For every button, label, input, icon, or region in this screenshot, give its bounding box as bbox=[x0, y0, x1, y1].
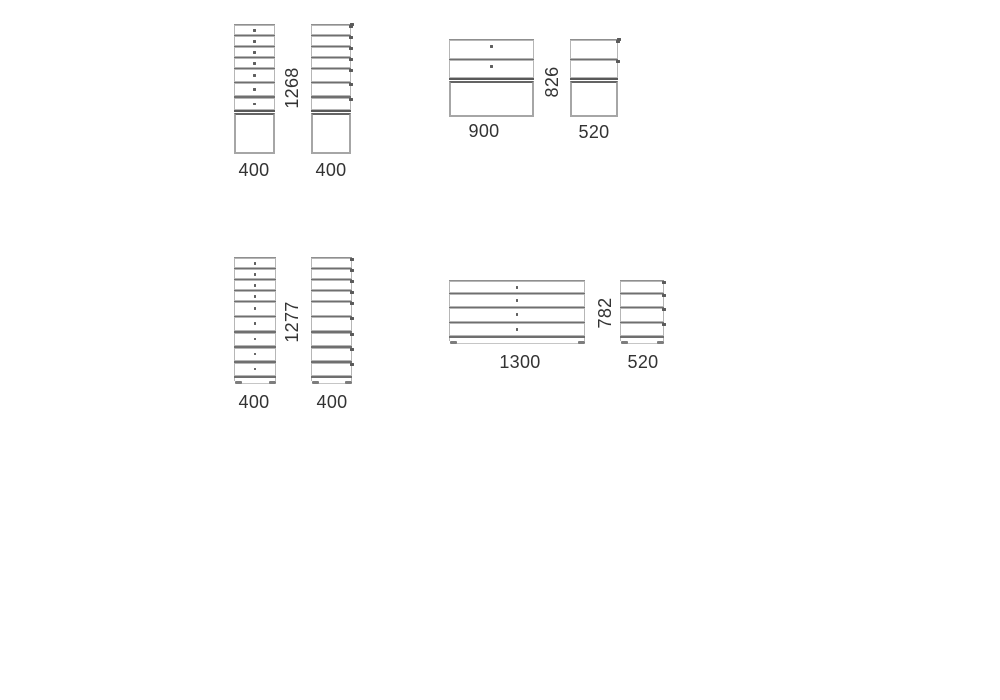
drawer-pull-tab bbox=[349, 36, 353, 39]
drawer-pull-tab bbox=[350, 302, 354, 305]
right-foot bbox=[578, 341, 585, 344]
height-dimension-label: 1277 bbox=[282, 301, 302, 343]
base-feet-row bbox=[449, 341, 585, 344]
drawer-knob bbox=[253, 51, 256, 54]
height-dimension-label: 782 bbox=[595, 297, 615, 329]
drawer bbox=[311, 36, 351, 46]
drawer bbox=[234, 47, 275, 57]
drawer bbox=[311, 98, 351, 111]
drawer bbox=[449, 294, 585, 307]
drawer bbox=[570, 40, 618, 59]
drawer bbox=[234, 348, 276, 362]
width-dimension-label: 520 bbox=[627, 352, 659, 372]
drawer bbox=[234, 36, 275, 46]
open-compartment bbox=[311, 113, 351, 154]
drawer-knob bbox=[254, 284, 257, 287]
drawer bbox=[234, 83, 275, 96]
drawer bbox=[449, 323, 585, 336]
drawer bbox=[311, 291, 352, 301]
drawer-pull-tab bbox=[350, 280, 354, 283]
four-drawer-wide-dresser-front-view bbox=[449, 280, 585, 344]
drawer-pull-tab bbox=[349, 98, 353, 101]
carcass-separator bbox=[570, 78, 618, 80]
drawer-knob bbox=[253, 40, 256, 43]
drawer bbox=[311, 280, 352, 290]
drawer-knob bbox=[254, 262, 257, 265]
drawer bbox=[234, 58, 275, 68]
open-compartment bbox=[234, 113, 275, 154]
right-foot bbox=[345, 381, 352, 384]
drawer-knob bbox=[253, 29, 256, 32]
drawer bbox=[234, 291, 276, 301]
drawer-pull-tab bbox=[350, 348, 354, 351]
drawer-pull-tab bbox=[350, 363, 354, 366]
drawer bbox=[620, 294, 664, 307]
drawer bbox=[620, 308, 664, 322]
open-compartment bbox=[570, 81, 618, 117]
drawer bbox=[449, 40, 534, 59]
drawer bbox=[234, 25, 275, 35]
drawer-pull-tab bbox=[349, 83, 353, 86]
width-dimension-label: 1300 bbox=[499, 352, 541, 372]
drawer-pull-tab bbox=[349, 58, 353, 61]
drawer bbox=[311, 258, 352, 268]
two-drawer-cabinet-with-open-compartment-front-view bbox=[449, 39, 534, 117]
base-bottom-edge bbox=[451, 343, 583, 344]
right-foot bbox=[657, 341, 664, 344]
tall-chest-with-open-compartment-front-view bbox=[234, 24, 275, 154]
drawer-pull-tab bbox=[350, 333, 354, 336]
drawer bbox=[570, 60, 618, 78]
open-compartment bbox=[449, 81, 534, 117]
drawer bbox=[311, 69, 351, 82]
drawer-pull-tab bbox=[349, 47, 353, 50]
nine-drawer-tall-chest-side-view bbox=[311, 257, 352, 384]
shelf-edge-tab bbox=[350, 23, 354, 26]
drawer-knob bbox=[490, 45, 493, 48]
drawer bbox=[311, 25, 351, 35]
nine-drawer-tall-chest-front-view bbox=[234, 257, 276, 384]
drawer bbox=[234, 258, 276, 268]
drawer-knob bbox=[490, 65, 493, 68]
drawer-pull-tab bbox=[662, 281, 666, 284]
height-dimension-label: 826 bbox=[542, 66, 562, 98]
drawer bbox=[234, 333, 276, 347]
width-dimension-label: 900 bbox=[468, 121, 500, 141]
drawer-pull-tab bbox=[662, 323, 666, 326]
drawer bbox=[311, 302, 352, 316]
drawer-knob bbox=[254, 322, 257, 325]
drawer-knob bbox=[516, 286, 519, 289]
drawer bbox=[311, 47, 351, 57]
drawer-knob bbox=[253, 74, 256, 77]
base-feet-row bbox=[234, 381, 276, 384]
drawer bbox=[449, 60, 534, 78]
shelf-edge-tab bbox=[617, 38, 621, 41]
drawer-pull-tab bbox=[350, 317, 354, 320]
right-foot bbox=[269, 381, 276, 384]
carcass-separator bbox=[234, 110, 275, 112]
left-foot bbox=[621, 341, 628, 344]
drawer-knob bbox=[254, 353, 257, 356]
drawer-pull-tab bbox=[350, 269, 354, 272]
base-feet-row bbox=[311, 381, 352, 384]
drawer bbox=[234, 302, 276, 316]
left-foot bbox=[312, 381, 319, 384]
four-drawer-wide-dresser-side-view bbox=[620, 280, 664, 344]
drawer bbox=[311, 317, 352, 331]
width-dimension-label: 400 bbox=[316, 392, 348, 412]
drawer-pull-tab bbox=[662, 294, 666, 297]
tall-chest-with-open-compartment-side-view bbox=[311, 24, 351, 154]
drawer-knob bbox=[253, 62, 256, 65]
drawer bbox=[234, 269, 276, 279]
drawer-pull-tab bbox=[350, 291, 354, 294]
drawer bbox=[234, 280, 276, 290]
drawer bbox=[311, 58, 351, 68]
drawer-knob bbox=[516, 299, 519, 302]
drawer bbox=[311, 348, 352, 362]
drawer-knob bbox=[253, 88, 256, 91]
drawer bbox=[234, 317, 276, 331]
drawer-knob bbox=[253, 103, 256, 106]
drawer bbox=[234, 98, 275, 111]
drawer bbox=[620, 323, 664, 336]
drawer-knob bbox=[254, 307, 257, 310]
drawer bbox=[620, 281, 664, 293]
drawer-knob bbox=[254, 338, 257, 341]
drawer-pull-tab bbox=[616, 60, 620, 63]
drawer-pull-tab bbox=[662, 308, 666, 311]
height-dimension-label: 1268 bbox=[282, 67, 302, 109]
drawer-knob bbox=[254, 273, 257, 276]
left-foot bbox=[235, 381, 242, 384]
two-drawer-cabinet-with-open-compartment-side-view bbox=[570, 39, 618, 117]
drawer bbox=[311, 269, 352, 279]
base-bottom-edge bbox=[622, 343, 662, 344]
drawer-pull-tab bbox=[350, 258, 354, 261]
drawer bbox=[234, 363, 276, 377]
carcass-separator bbox=[311, 110, 351, 112]
carcass-separator bbox=[449, 78, 534, 80]
drawer bbox=[311, 333, 352, 347]
drawer bbox=[234, 69, 275, 82]
drawer bbox=[449, 308, 585, 322]
drawer bbox=[311, 363, 352, 377]
width-dimension-label: 400 bbox=[238, 392, 270, 412]
drawer-knob bbox=[254, 368, 257, 371]
drawer-knob bbox=[516, 328, 519, 331]
base-feet-row bbox=[620, 341, 664, 344]
left-foot bbox=[450, 341, 457, 344]
drawer bbox=[449, 281, 585, 293]
drawer-knob bbox=[516, 313, 519, 316]
drawer-knob bbox=[254, 295, 257, 298]
width-dimension-label: 400 bbox=[238, 160, 270, 180]
width-dimension-label: 520 bbox=[578, 122, 610, 142]
drawer bbox=[311, 83, 351, 96]
drawer-pull-tab bbox=[349, 69, 353, 72]
width-dimension-label: 400 bbox=[315, 160, 347, 180]
